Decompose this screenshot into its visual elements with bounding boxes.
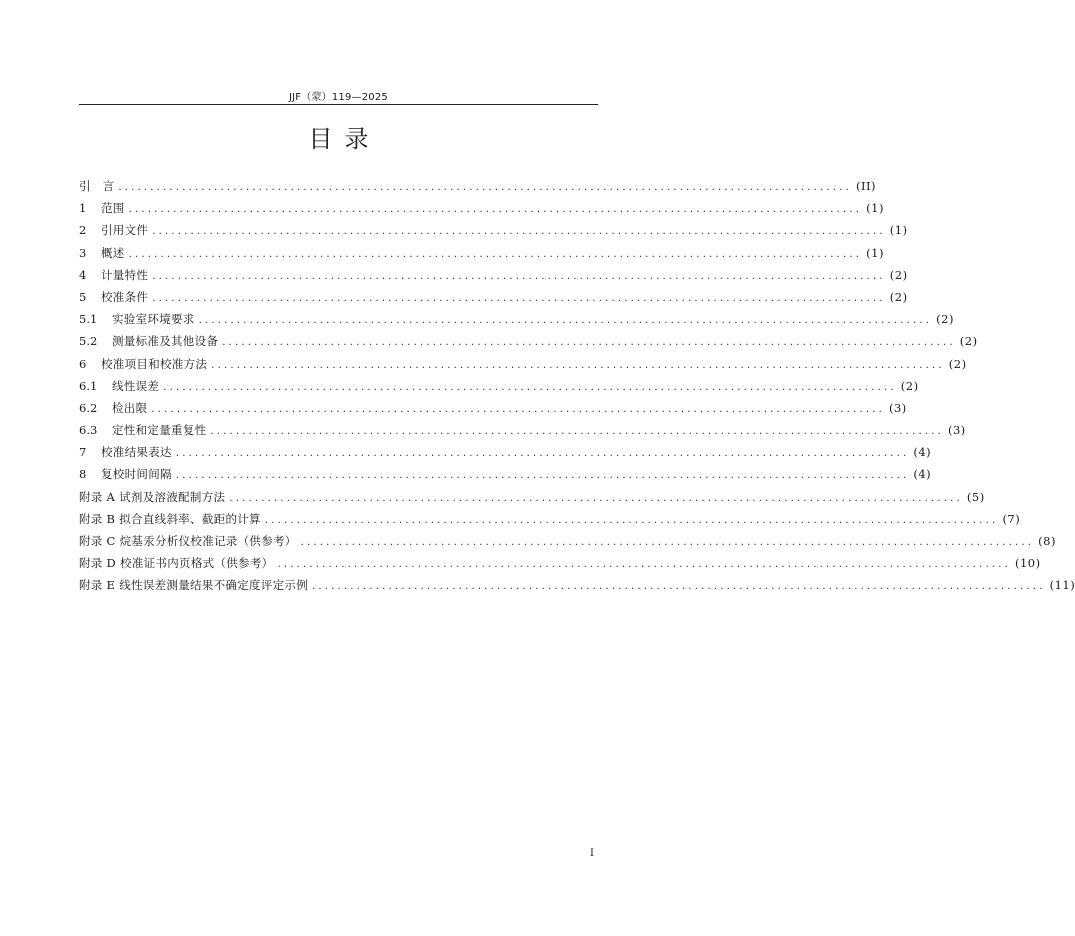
- toc-entry-page: (5): [966, 489, 985, 504]
- toc-entry[interactable]: [79, 356, 967, 378]
- toc-entry-label: 计量特性: [101, 267, 149, 282]
- toc-entry-label: 附录 E 线性误差测量结果不确定度评定示例: [79, 578, 309, 593]
- toc-leader-dots: ...................................................................................................................: [300, 537, 1035, 548]
- header-divider: [79, 104, 598, 105]
- toc-entry-label: 范围: [101, 201, 125, 216]
- toc-entry-number: 2: [79, 223, 87, 238]
- toc-entry-label: 线性误差: [112, 378, 160, 393]
- toc-leader-dots: ...................................................................................................................: [128, 204, 863, 216]
- toc-entry-label: 引用文件: [101, 223, 149, 238]
- toc-entry-page: (1): [889, 223, 908, 238]
- table-of-contents: [79, 178, 1075, 600]
- toc-entry-number: 4: [79, 267, 87, 282]
- toc-entry[interactable]: [79, 245, 884, 267]
- toc-entry[interactable]: [79, 400, 907, 422]
- toc-leader-dots: ...................................................................................................................: [152, 292, 886, 304]
- toc-leader-dots: ...................................................................................................................: [118, 182, 852, 193]
- toc-entry-page: (8): [1038, 534, 1056, 548]
- toc-entry-label: 校准结果表达: [101, 445, 172, 460]
- toc-entry[interactable]: [79, 289, 908, 311]
- toc-entry-number: 6.1: [79, 378, 98, 393]
- toc-entry-number: 6.3: [79, 423, 98, 438]
- toc-entry-number: 8: [79, 467, 87, 482]
- toc-entry-number: 7: [79, 445, 87, 460]
- toc-leader-dots: ...................................................................................................................: [210, 426, 944, 438]
- toc-leader-dots: ...................................................................................................................: [128, 248, 863, 260]
- toc-entry[interactable]: [79, 444, 932, 466]
- toc-entry-page: (10): [1015, 556, 1041, 571]
- toc-entry[interactable]: [79, 466, 932, 488]
- toc-entry-label: 校准条件: [101, 289, 149, 304]
- toc-entry[interactable]: [79, 311, 954, 333]
- toc-entry[interactable]: [79, 333, 978, 355]
- toc-entry[interactable]: [79, 533, 1056, 555]
- toc-entry-label: 实验室环境要求: [112, 312, 195, 327]
- toc-entry[interactable]: [79, 267, 908, 289]
- toc-entry[interactable]: [79, 378, 919, 400]
- toc-leader-dots: ...................................................................................................................: [198, 315, 933, 327]
- page-title: 目录: [308, 125, 381, 153]
- toc-leader-dots: ...................................................................................................................: [175, 448, 910, 460]
- toc-entry-number: 5.2: [79, 334, 98, 349]
- toc-entry-page: (3): [947, 423, 966, 438]
- toc-leader-dots: ...................................................................................................................: [152, 270, 886, 282]
- toc-entry-label: 附录 A 试剂及溶液配制方法: [79, 489, 226, 504]
- toc-entry-page: (3): [888, 400, 907, 415]
- toc-leader-dots: ...................................................................................................................: [312, 581, 1046, 593]
- toc-entry-page: (7): [1002, 511, 1021, 526]
- toc-leader-dots: ...................................................................................................................: [229, 492, 963, 504]
- toc-leader-dots: ...................................................................................................................: [277, 559, 1011, 571]
- toc-leader-dots: ...................................................................................................................: [152, 226, 886, 238]
- toc-leader-dots: ...................................................................................................................: [222, 337, 956, 349]
- toc-entry-number: 5: [79, 289, 87, 304]
- toc-entry-label: 校准项目和校准方法: [101, 356, 208, 371]
- toc-entry-page: (2): [900, 378, 919, 393]
- toc-entry-number: 6.2: [79, 400, 98, 415]
- toc-entry-page: (2): [959, 334, 978, 349]
- toc-entry-page: (1): [866, 201, 884, 216]
- toc-leader-dots: ...................................................................................................................: [264, 514, 999, 526]
- toc-leader-dots: ...................................................................................................................: [175, 470, 910, 482]
- toc-entry[interactable]: [79, 178, 877, 200]
- toc-entry-label: 定性和定量重复性: [112, 423, 207, 438]
- toc-entry-page: (4): [913, 445, 932, 460]
- toc-entry-page: (1): [866, 245, 884, 260]
- toc-entry-number: 6: [79, 356, 87, 371]
- toc-entry-page: (11): [1049, 578, 1075, 593]
- toc-entry-page: (2): [889, 289, 908, 304]
- toc-entry-label: 复校时间间隔: [101, 467, 172, 482]
- toc-leader-dots: ...................................................................................................................: [151, 403, 885, 415]
- toc-entry-page: (II): [855, 179, 877, 193]
- toc-entry-number: 1: [79, 201, 87, 216]
- toc-entry-number: 5.1: [79, 312, 98, 327]
- toc-entry-label: 附录 B 拟合直线斜率、截距的计算: [79, 511, 261, 526]
- page-number: I: [590, 848, 594, 859]
- toc-entry-label: 检出限: [112, 400, 148, 415]
- toc-leader-dots: ...................................................................................................................: [211, 359, 945, 371]
- toc-entry-page: (2): [889, 267, 908, 282]
- toc-entry[interactable]: [79, 555, 1041, 577]
- toc-leader-dots: ...................................................................................................................: [163, 381, 897, 393]
- toc-entry[interactable]: [79, 422, 966, 444]
- toc-entry-page: (4): [913, 467, 932, 482]
- toc-entry[interactable]: [79, 200, 884, 222]
- toc-entry-page: (2): [936, 312, 954, 327]
- toc-entry-label: 引 言: [79, 179, 115, 193]
- toc-entry-label: 测量标准及其他设备: [112, 334, 219, 349]
- toc-entry[interactable]: [79, 489, 985, 511]
- toc-entry-label: 附录 C 烷基汞分析仪校准记录（供参考）: [79, 534, 297, 548]
- document-header: JJF（蒙）119—2025: [289, 92, 388, 103]
- toc-entry[interactable]: [79, 511, 1021, 533]
- toc-entry[interactable]: [79, 222, 908, 244]
- toc-entry-label: 附录 D 校准证书内页格式（供参考）: [79, 556, 274, 571]
- toc-entry-number: 3: [79, 245, 87, 260]
- toc-entry-page: (2): [948, 356, 967, 371]
- toc-entry-label: 概述: [101, 245, 125, 260]
- toc-entry[interactable]: [79, 577, 1075, 599]
